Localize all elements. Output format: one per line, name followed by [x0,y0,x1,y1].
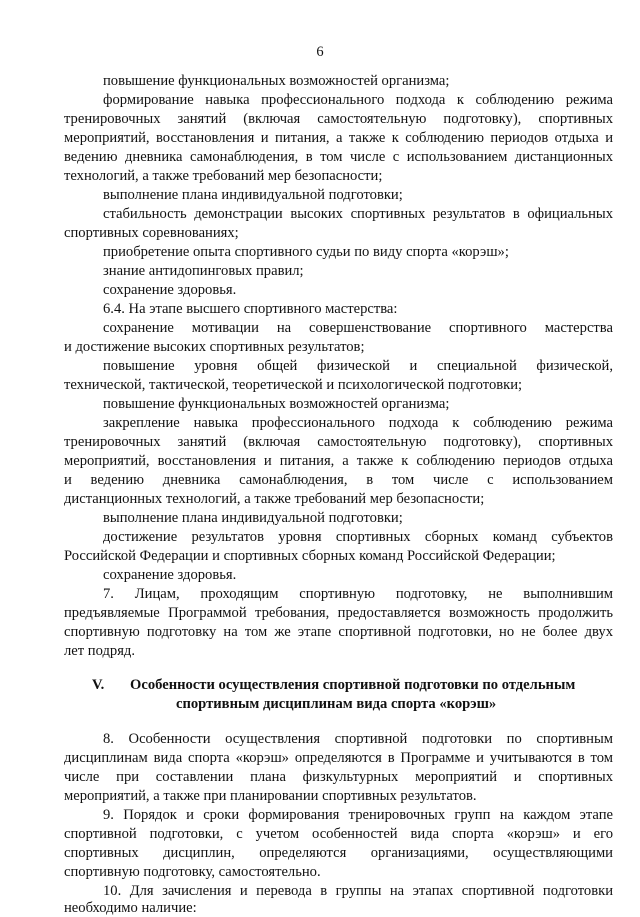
text-line: повышение функциональных возможностей организма; [103,73,450,89]
text-line: выполнение плана индивидуальной подготовки; [103,510,403,526]
text-line: знание антидопинговых правил; [103,263,304,279]
text-line: тренировочных занятий (включая самостоятельную подготовку), спортивных [64,434,613,450]
text-line: технологий, а также требований мер безопасности; [64,168,383,184]
section-heading-line1: Особенности осуществления спортивной подготовки по отдельным [130,677,576,693]
text-line: спортивных дисциплин, определяются организациями, осуществляющими [64,845,613,861]
text-line: повышение функциональных возможностей организма; [103,396,450,412]
text-line: ведению дневника самонаблюдения, в том числе с использованием дистанционных [64,149,613,165]
text-line: Российской Федерации и спортивных сборных команд Российской Федерации; [64,548,556,564]
text-line: 7. Лицам, проходящим спортивную подготовку, не выполнившим [103,586,613,602]
text-line: тренировочных занятий (включая самостоятельную подготовку), спортивных [64,111,613,127]
text-line: закрепление навыка профессионального подхода к соблюдению режима [103,415,613,431]
text-line: 9. Порядок и сроки формирования тренировочных групп на каждом этапе [103,807,613,823]
text-line: технической, тактической, теоретической и психологической подготовки; [64,377,523,393]
text-line: стабильность демонстрации высоких спортивных результатов в официальных [103,206,613,222]
text-line: и ведению дневника самонаблюдения, в том числе с использованием [64,472,613,488]
text-line: спортивной подготовки, с учетом особенностей вида спорта «корэш» и его [64,826,613,842]
text-line: выполнение плана индивидуальной подготовки; [103,187,403,203]
text-line: сохранение здоровья. [103,567,237,583]
text-line: 10. Для зачисления и перевода в группы на этапах спортивной подготовки [103,883,613,899]
text-line: формирование навыка профессионального подхода к соблюдению режима [103,92,613,108]
text-line: сохранение здоровья. [103,282,237,298]
text-line: необходимо наличие: [64,900,197,916]
text-line: приобретение опыта спортивного судьи по виду спорта «корэш»; [103,244,509,260]
text-line: мероприятий, восстановления и питания, а также к соблюдению периодов отдыха и [64,130,613,146]
text-line: числе при составлении плана физкультурных мероприятий и спортивных [64,769,613,785]
text-line: достижение результатов уровня спортивных сборных команд субъектов [103,529,613,545]
section-number: V. [92,677,105,693]
text-line: спортивную подготовку, самостоятельно. [64,864,321,880]
text-line: лет подряд. [64,643,135,659]
text-line: 8. Особенности осуществления спортивной подготовки по спортивным [103,731,613,747]
text-line: дисциплинам вида спорта «корэш» определяются в Программе и учитываются в том [64,750,613,766]
text-line: предъявляемые Программой требования, предоставляется возможность продолжить [64,605,613,621]
text-line: 6.4. На этапе высшего спортивного мастерства: [103,301,398,317]
text-line: спортивных соревнованиях; [64,225,239,241]
section-heading-line2: спортивным дисциплинам вида спорта «корэш» [176,696,497,712]
text-line: дистанционных технологий, а также требований мер безопасности; [64,491,485,507]
text-line: мероприятий, а также при планировании спортивных результатов. [64,788,477,804]
text-line: мероприятий, восстановления и питания, а также к соблюдению периодов отдыха [64,453,613,469]
text-line: и достижение высоких спортивных результатов; [64,339,365,355]
text-line: спортивную подготовку на том же этапе спортивной подготовки, но не более двух [64,624,613,640]
text-line: сохранение мотивации на совершенствование спортивного мастерства [103,320,613,336]
text-line: повышение уровня общей физической и специальной физической, [103,358,613,374]
page-number: 6 [316,44,324,60]
